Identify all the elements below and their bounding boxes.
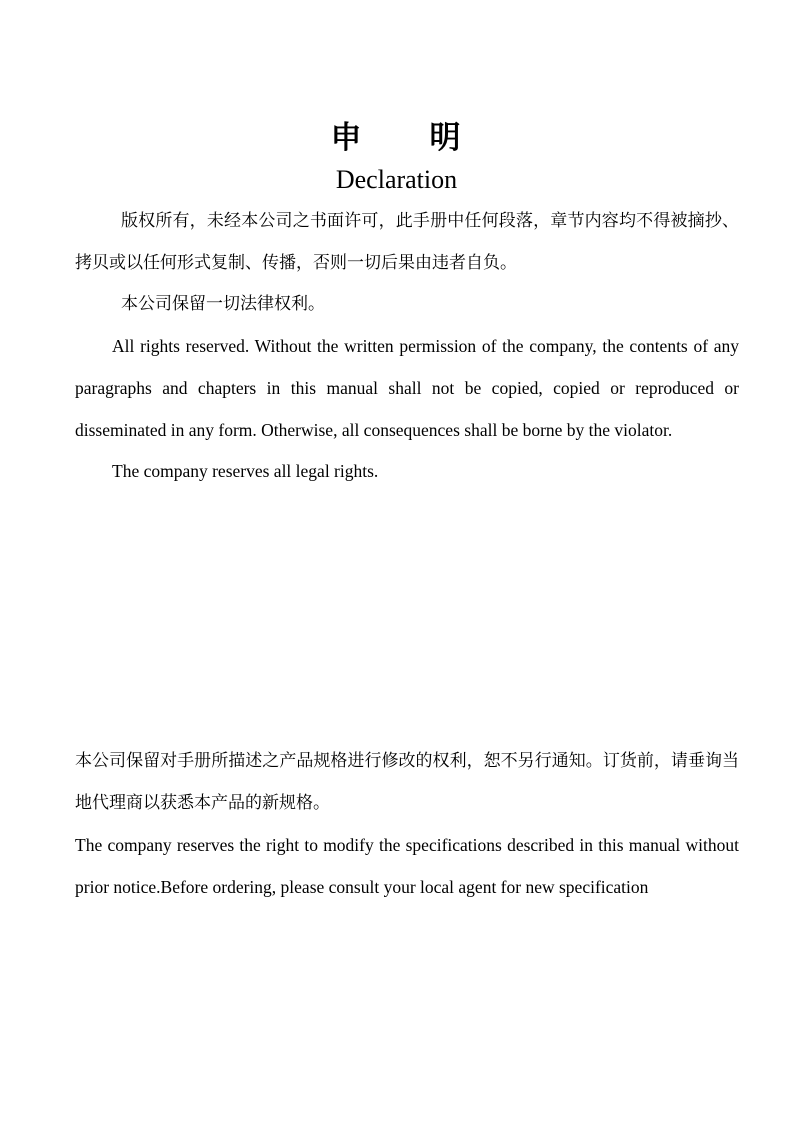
page-title-chinese — [0, 117, 793, 159]
copyright-paragraph-english: All rights reserved. Without the written permission of the company, the contents of any paragraphs and chapters in this manual shall not be copied, copied or reproduced or disseminated in any form. Otherwise, all consequences shall be borne by the violator. — [75, 336, 739, 440]
notice-paragraph-english: The company reserves the right to modify the specifications described in this manual without prior notice.Before ordering, please consult your local agent for new specification — [75, 835, 739, 897]
title-char-second: 明 — [429, 120, 463, 156]
title-char-first: 申 — [330, 120, 364, 156]
rights-paragraph-english: The company reserves all legal rights. — [112, 461, 379, 481]
notice-paragraph-chinese: 本公司保留对手册所描述之产品规格进行修改的权利，恕不另行通知。订货前，请垂询当地代理商以获悉本产品的新规格。 — [75, 751, 739, 813]
rights-paragraph-chinese: 本公司保留一切法律权利。 — [121, 294, 325, 314]
page-title-english: Declaration — [335, 165, 458, 194]
copyright-paragraph-chinese: 版权所有，未经本公司之书面许可，此手册中任何段落，章节内容均不得被摘抄、拷贝或以任何形式复制、传播，否则一切后果由违者自负。 — [75, 211, 739, 273]
